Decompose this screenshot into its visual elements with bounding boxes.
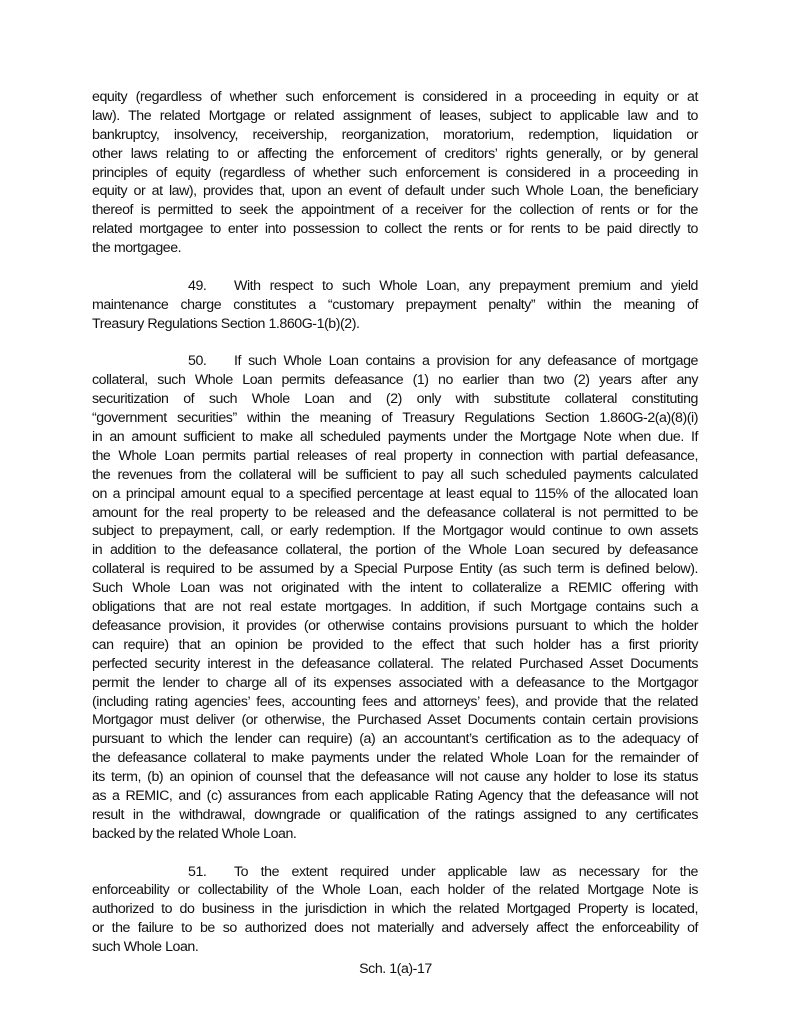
text-line: the mortgagee. [92, 240, 182, 257]
paragraph-51 [92, 863, 698, 957]
text-line: Mortgagor must deliver (or otherwise, the Purchased Asset Documents contain certain provisions [92, 712, 698, 729]
paragraph-number: 51. [188, 863, 207, 880]
text-line: maintenance charge constitutes a “customary prepayment penalty” within the meaning of [92, 296, 698, 313]
text-line: law). The related Mortgage or related assignment of leases, subject to applicable law and to [92, 107, 698, 124]
text-line: enforceability or collectability of the Whole Loan, each holder of the related Mortgage Note is [92, 882, 698, 899]
text-line: amount for the real property to be released and the defeasance collateral is not permitted to be [92, 504, 698, 521]
text-line: subject to prepayment, call, or early redemption. If the Mortgagor would continue to own assets [92, 523, 698, 540]
text-line: in an amount sufficient to make all scheduled payments under the Mortgage Note when due. If [92, 429, 698, 446]
text-line: authorized to do business in the jurisdiction in which the related Mortgaged Property is located, [92, 901, 698, 918]
paragraph-continued [92, 88, 698, 258]
paragraph-number: 50. [188, 353, 207, 370]
text-line: thereof is permitted to seek the appointment of a receiver for the collection of rents or for the [92, 202, 698, 219]
text-line: equity (regardless of whether such enforcement is considered in a proceeding in equity or at [92, 89, 698, 105]
text-line: bankruptcy, insolvency, receivership, reorganization, moratorium, redemption, liquidation or [92, 126, 698, 143]
text-line: can require) that an opinion be provided to the effect that such holder has a first priority [92, 636, 698, 653]
text-line-first [92, 277, 698, 296]
text-line: perfected security interest in the defeasance collateral. The related Purchased Asset Documents [92, 655, 698, 672]
text-line: pursuant to which the lender can require) (a) an accountant’s certification as to the adequacy of [92, 731, 698, 748]
text-line: as a REMIC, and (c) assurances from each applicable Rating Agency that the defeasance will not [92, 787, 698, 804]
text-line: Treasury Regulations Section 1.860G-1(b)(2). [92, 315, 360, 332]
text-line: obligations that are not real estate mortgages. In addition, if such Mortgage contains such a [92, 599, 698, 616]
paragraph-number: 49. [188, 277, 207, 294]
text-line: (including rating agencies’ fees, accounting fees and attorneys’ fees), and provide that the related [92, 693, 698, 710]
text-line-first [92, 863, 698, 882]
text-line-first [92, 352, 698, 371]
text-line: the revenues from the collateral will be sufficient to pay all such scheduled payments calculated [92, 466, 698, 483]
text-line: its term, (b) an opinion of counsel that the defeasance will not cause any holder to lose its status [92, 769, 698, 786]
text-line: such Whole Loan. [92, 939, 199, 956]
text-line: other laws relating to or affecting the enforcement of creditors’ rights generally, or by general [92, 145, 698, 162]
text-line: securitization of such Whole Loan and (2) only with substitute collateral constituting [92, 391, 698, 408]
text-line: related mortgagee to enter into possession to collect the rents or for rents to be paid directly to [92, 221, 698, 238]
text-line: the defeasance collateral to make payments under the related Whole Loan for the remainder of [92, 750, 698, 767]
text-line: permit the lender to charge all of its expenses associated with a defeasance to the Mortgagor [92, 674, 698, 691]
text-line: collateral, such Whole Loan permits defeasance (1) no earlier than two (2) years after any [92, 372, 698, 389]
text-line: backed by the related Whole Loan. [92, 825, 297, 842]
text-line-content: With respect to such Whole Loan, any prepayment premium and yield [234, 277, 698, 294]
text-line-content: If such Whole Loan contains a provision for any defeasance of mortgage [234, 353, 698, 370]
page-footer-number: Sch. 1(a)-17 [359, 961, 432, 977]
text-line: equity or at law), provides that, upon an event of default under such Whole Loan, the beneficiary [92, 183, 698, 200]
text-line: the Whole Loan permits partial releases of real property in connection with partial defeasance, [92, 447, 698, 464]
paragraph-49 [92, 277, 698, 334]
document-body [92, 88, 698, 976]
text-line: Such Whole Loan was not originated with the intent to collateralize a REMIC offering with [92, 580, 698, 597]
text-line: “government securities” within the meaning of Treasury Regulations Section 1.860G-2(a)(8)(i) [92, 410, 698, 427]
text-line: collateral is required to be assumed by a Special Purpose Entity (as such term is defined below). [92, 561, 698, 578]
text-line: on a principal amount equal to a specified percentage at least equal to 115% of the allocated loan [92, 485, 698, 502]
paragraph-50 [92, 352, 698, 843]
text-line: in addition to the defeasance collateral, the portion of the Whole Loan secured by defeasance [92, 542, 698, 559]
text-line: principles of equity (regardless of whether such enforcement is considered in a proceeding in [92, 164, 698, 181]
text-line: defeasance provision, it provides (or otherwise contains provisions pursuant to which the holder [92, 617, 698, 634]
text-line: result in the withdrawal, downgrade or qualification of the ratings assigned to any certificates [92, 806, 698, 823]
text-line-content: To the extent required under applicable law as necessary for the [234, 863, 698, 880]
text-line: or the failure to be so authorized does not materially and adversely affect the enforceability of [92, 920, 698, 937]
